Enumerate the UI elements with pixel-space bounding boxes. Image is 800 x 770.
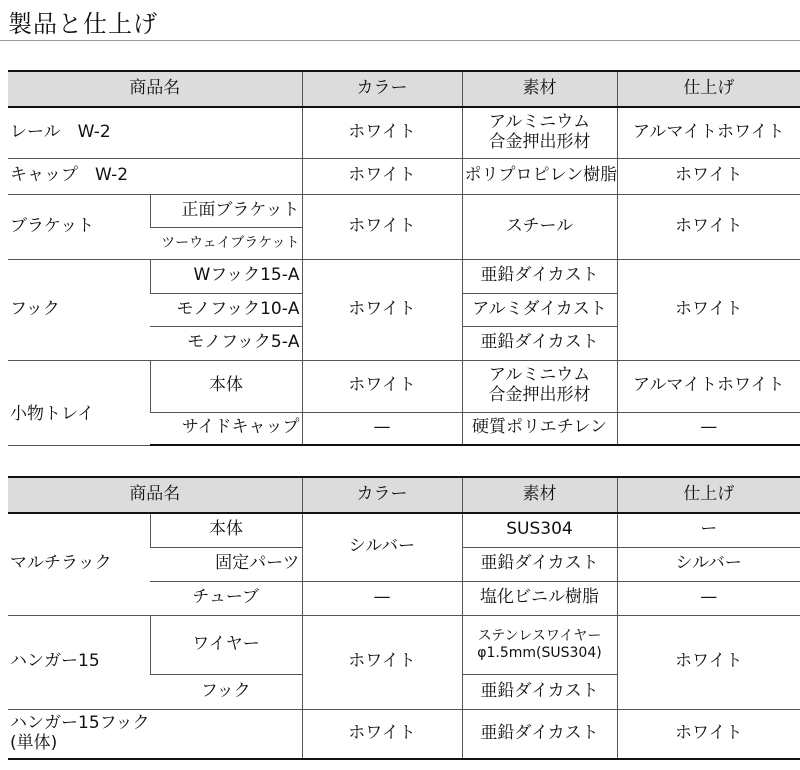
material-line: アルミニウム [488, 365, 591, 386]
material-line: ステンレスワイヤー [477, 628, 602, 645]
color-cell: — [302, 581, 462, 615]
finish-cell: ホワイト [617, 709, 800, 759]
color-cell: ホワイト [302, 107, 462, 158]
table-row [8, 615, 800, 674]
product-name: マルチラック [8, 513, 150, 615]
header-material: 素材 [462, 71, 617, 107]
sub-product-name: 本体 [150, 513, 302, 547]
sub-product-name: サイドキャップ [150, 412, 302, 445]
header-finish: 仕上げ [617, 477, 800, 513]
table-row [8, 709, 800, 759]
header-material: 素材 [462, 477, 617, 513]
material-cell: 硬質ポリエチレン [462, 412, 617, 445]
table-header-row [8, 477, 800, 513]
color-cell: — [302, 412, 462, 445]
finish-cell: ー [617, 513, 800, 547]
product-name-line: (単体) [10, 732, 58, 753]
material-cell [462, 615, 617, 674]
material-line: φ1.5mm(SUS304) [477, 644, 602, 661]
material-cell [462, 107, 617, 158]
material-cell: 亜鉛ダイカスト [462, 709, 617, 759]
color-cell: ホワイト [302, 194, 462, 259]
finish-cell: ホワイト [617, 158, 800, 194]
page-title: 製品と仕上げ [8, 10, 158, 38]
finish-cell: — [617, 581, 800, 615]
finish-cell: ホワイト [617, 615, 800, 709]
color-cell: ホワイト [302, 360, 462, 412]
table-row [8, 513, 800, 547]
sub-product-name: ワイヤー [150, 615, 302, 674]
color-cell: ホワイト [302, 615, 462, 709]
sub-product-name: モノフック5-A [150, 326, 302, 360]
material-cell: 亜鉛ダイカスト [462, 259, 617, 293]
sub-product-name: 本体 [150, 360, 302, 412]
product-finish-table-1 [8, 70, 800, 446]
material-cell: アルミダイカスト [462, 293, 617, 326]
sub-product-name: 正面ブラケット [150, 194, 302, 227]
header-product: 商品名 [8, 71, 302, 107]
material-line: 合金押出形材 [488, 131, 591, 152]
color-cell: ホワイト [302, 259, 462, 360]
color-cell: シルバー [302, 513, 462, 581]
finish-cell: — [617, 412, 800, 445]
material-cell: 塩化ビニル樹脂 [462, 581, 617, 615]
table-row [8, 360, 800, 412]
material-line: アルミニウム [488, 112, 591, 133]
finish-cell: ホワイト [617, 194, 800, 259]
finish-cell: ホワイト [617, 259, 800, 360]
material-cell: スチール [462, 194, 617, 259]
product-name [8, 709, 302, 759]
table-header-row [8, 71, 800, 107]
table-row [8, 194, 800, 227]
material-cell: 亜鉛ダイカスト [462, 326, 617, 360]
product-name: フック [8, 259, 150, 360]
finish-cell: アルマイトホワイト [617, 107, 800, 158]
material-cell: ポリプロピレン樹脂 [462, 158, 617, 194]
header-finish: 仕上げ [617, 71, 800, 107]
material-cell: SUS304 [462, 513, 617, 547]
color-cell: ホワイト [302, 158, 462, 194]
product-name: ブラケット [8, 194, 150, 259]
sub-product-name: Wフック15-A [150, 259, 302, 293]
material-cell: 亜鉛ダイカスト [462, 674, 617, 709]
sub-product-name: フック [150, 674, 302, 709]
sub-product-name: チューブ [150, 581, 302, 615]
sub-product-name: 固定パーツ [150, 547, 302, 581]
product-name: 小物トレイ [8, 360, 150, 445]
title-divider [0, 40, 800, 41]
product-finish-table-2 [8, 476, 800, 760]
header-color: カラー [302, 71, 462, 107]
product-name: レール W-2 [8, 107, 302, 158]
sub-product-name: モノフック10-A [150, 293, 302, 326]
material-cell: 亜鉛ダイカスト [462, 547, 617, 581]
product-name-line: ハンガー15フック [10, 713, 150, 734]
material-line: 合金押出形材 [488, 385, 591, 405]
table-row [8, 158, 800, 194]
finish-cell: シルバー [617, 547, 800, 581]
color-cell: ホワイト [302, 709, 462, 759]
product-name: ハンガー15 [8, 615, 150, 709]
finish-cell: アルマイトホワイト [617, 360, 800, 412]
material-cell [462, 360, 617, 412]
table-row [8, 259, 800, 293]
sub-product-name: ツーウェイブラケット [150, 227, 302, 259]
header-color: カラー [302, 477, 462, 513]
table-row [8, 107, 800, 158]
header-product: 商品名 [8, 477, 302, 513]
product-name: キャップ W-2 [8, 158, 302, 194]
